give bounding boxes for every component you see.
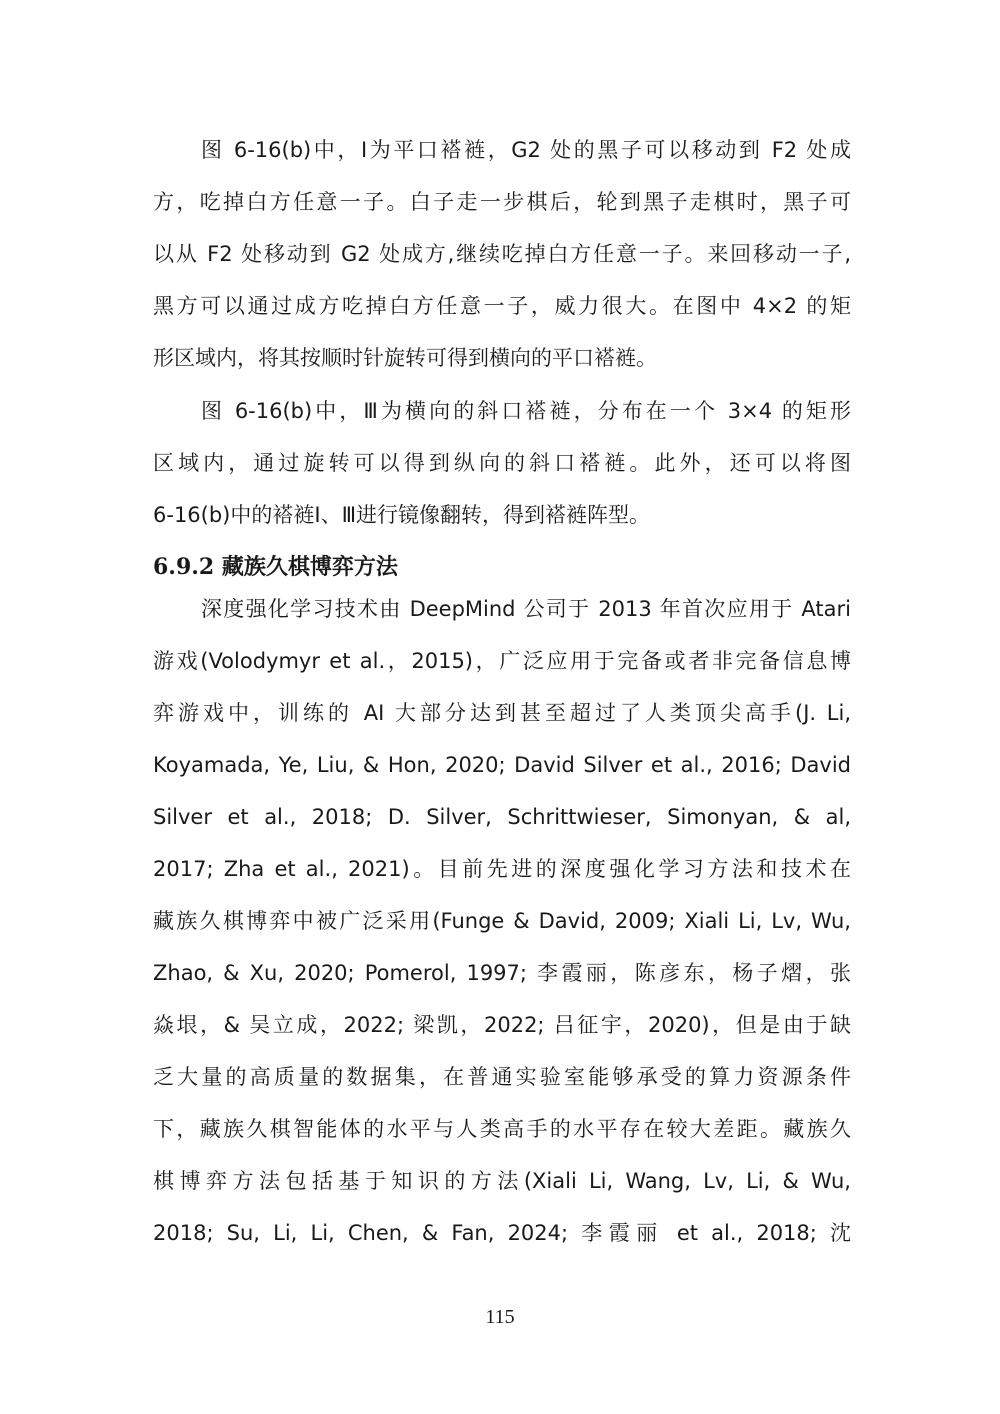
paragraph-3-line-13: 2018; Su, Li, Li, Chen, & Fan, 2024; 李霞丽 et al., 2018; 沈 bbox=[153, 1221, 851, 1245]
paragraph-3-line-8: Zhao, & Xu, 2020; Pomerol, 1997; 李霞丽，陈彦东，杨子熠，张 bbox=[153, 961, 851, 985]
paragraph-3-line-12: 棋博弈方法包括基于知识的方法(Xiali Li, Wang, Lv, Li, & Wu, bbox=[153, 1169, 851, 1193]
paragraph-1-line-2: 方，吃掉白方任意一子。白子走一步棋后，轮到黑子走棋时，黑子可 bbox=[153, 190, 851, 214]
paragraph-3-line-3: 弈游戏中，训练的 AI 大部分达到甚至超过了人类顶尖高手(J. Li, bbox=[153, 701, 851, 725]
paragraph-1-line-3: 以从 F2 处移动到 G2 处成方,继续吃掉白方任意一子。来回移动一子, bbox=[153, 242, 851, 266]
paragraph-3-line-2: 游戏(Volodymyr et al.，2015)，广泛应用于完备或者非完备信息博 bbox=[153, 649, 851, 673]
paragraph-3-line-1: 深度强化学习技术由 DeepMind 公司于 2013 年首次应用于 Atari bbox=[201, 597, 851, 621]
paragraph-1-line-5: 形区域内，将其按顺时针旋转可得到横向的平口褡裢。 bbox=[153, 346, 657, 370]
paragraph-1-line-1: 图 6-16(b)中，Ⅰ为平口褡裢，G2 处的黑子可以移动到 F2 处成 bbox=[201, 138, 851, 162]
section-heading: 6.9.2 藏族久棋博弈方法 bbox=[153, 554, 398, 580]
paragraph-3-line-6: 2017; Zha et al., 2021)。目前先进的深度强化学习方法和技术在 bbox=[153, 857, 851, 881]
paragraph-2-line-1: 图 6-16(b)中，Ⅲ为横向的斜口褡裢，分布在一个 3×4 的矩形 bbox=[201, 399, 851, 423]
paragraph-1-line-4: 黑方可以通过成方吃掉白方任意一子，威力很大。在图中 4×2 的矩 bbox=[153, 294, 851, 318]
paragraph-3-line-7: 藏族久棋博弈中被广泛采用(Funge & David, 2009; Xiali Li, Lv, Wu, bbox=[153, 909, 851, 933]
paragraph-2-line-2: 区域内，通过旋转可以得到纵向的斜口褡裢。此外，还可以将图 bbox=[153, 451, 851, 475]
paragraph-3-line-4: Koyamada, Ye, Liu, & Hon, 2020; David Silver et al., 2016; David bbox=[153, 753, 851, 777]
page-number: 115 bbox=[485, 1306, 515, 1328]
paragraph-2-line-3: 6-16(b)中的褡裢Ⅰ、Ⅲ进行镜像翻转，得到褡裢阵型。 bbox=[153, 503, 651, 527]
paragraph-3-line-5: Silver et al., 2018; D. Silver, Schrittwieser, Simonyan, & al, bbox=[153, 805, 851, 829]
paragraph-3-line-9: 焱垠，& 吴立成，2022; 梁凯，2022; 吕征宇，2020)，但是由于缺 bbox=[153, 1013, 851, 1037]
paragraph-3-line-11: 下，藏族久棋智能体的水平与人类高手的水平存在较大差距。藏族久 bbox=[153, 1117, 851, 1141]
paragraph-3-line-10: 乏大量的高质量的数据集，在普通实验室能够承受的算力资源条件 bbox=[153, 1065, 851, 1089]
